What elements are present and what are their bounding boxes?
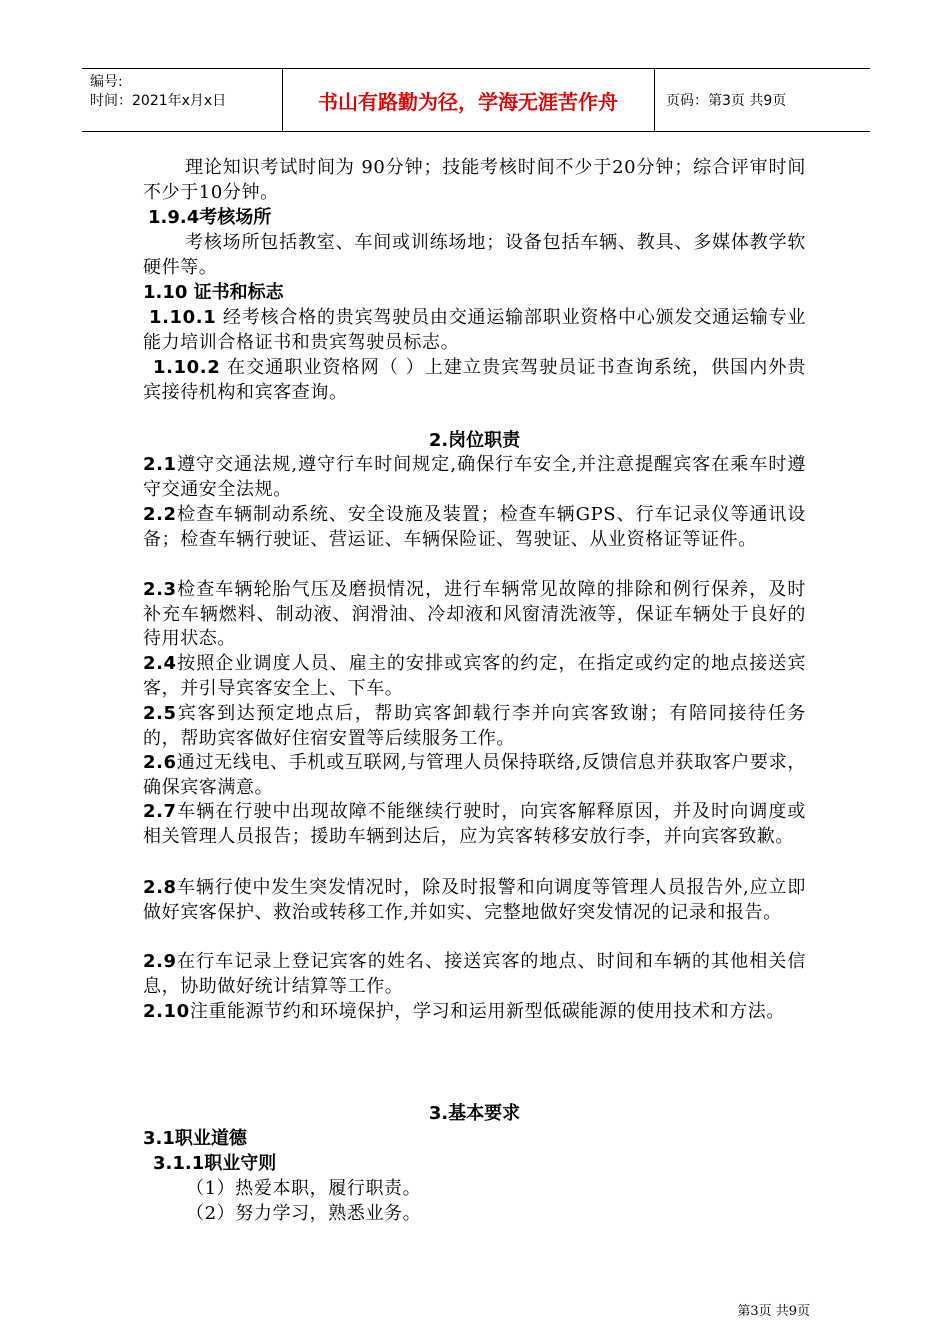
duty-text: 注重能源节约和环境保护，学习和运用新型低碳能源的使用技术和方法。 bbox=[189, 1001, 786, 1022]
duty-text: 检查车辆轮胎气压及磨损情况，进行车辆常见故障的排除和例行保养，及时补充车辆燃料、制动液、润滑油、冷却液和风窗清洗液等，保证车辆处于良好的待用状态。 bbox=[143, 579, 806, 649]
paragraph-1-10-1 bbox=[143, 306, 806, 355]
duty-number: 2.3 bbox=[143, 579, 177, 600]
duty-item bbox=[143, 876, 806, 925]
duty-item bbox=[143, 578, 806, 652]
duty-text: 遵守交通法规,遵守行车时间规定,确保行车安全,并注意提醒宾客在乘车时遵守交通安全法规。 bbox=[143, 454, 806, 500]
duty-item bbox=[143, 702, 806, 751]
header-divider bbox=[654, 69, 655, 131]
heading-3-1: 3.1职业道德 bbox=[143, 1128, 247, 1149]
page-header bbox=[82, 68, 870, 132]
duty-number: 2.5 bbox=[143, 703, 177, 724]
heading-1-9-4: 1.9.4考核场所 bbox=[148, 207, 272, 228]
paragraph-1-10-2 bbox=[143, 356, 806, 405]
duty-number: 2.1 bbox=[143, 454, 177, 475]
duty-number: 2.2 bbox=[143, 504, 177, 525]
duty-number: 2.9 bbox=[143, 951, 177, 972]
duty-text: 车辆行使中发生突发情况时，除及时报警和向调度等管理人员报告外,应立即做好宾客保护、救治或转移工作,并如实、完整地做好突发情况的记录和报告。 bbox=[143, 877, 806, 923]
duty-text: 宾客到达预定地点后，帮助宾客卸载行李并向宾客致谢；有陪同接待任务的，帮助宾客做好住宿安置等后续服务工作。 bbox=[143, 703, 806, 749]
duty-number: 2.8 bbox=[143, 877, 177, 898]
text-1-10-2: 在交通职业资格网（ ）上建立贵宾驾驶员证书查询系统，供国内外贵宾接待机构和宾客查询。 bbox=[143, 357, 806, 403]
duty-number: 2.4 bbox=[143, 653, 177, 674]
duty-text: 按照企业调度人员、雇主的安排或宾客的约定，在指定或约定的地点接送宾客，并引导宾客安全上、下车。 bbox=[143, 653, 806, 699]
number-1-10-1: 1.10.1 bbox=[149, 307, 217, 328]
text-1-10-1: 经考核合格的贵宾驾驶员由交通运输部职业资格中心颁发交通运输专业能力培训合格证书和贵宾驾驶员标志。 bbox=[143, 307, 806, 353]
time-label: 时间：2021年x月x日 bbox=[90, 93, 227, 109]
duty-item bbox=[143, 1000, 806, 1025]
duty-text: 通过无线电、手机或互联网,与管理人员保持联络,反馈信息并获取客户要求，确保宾客满意。 bbox=[143, 752, 806, 798]
header-motto: 书山有路勤为径，学海无涯苦作舟 bbox=[318, 89, 618, 114]
heading-1-10: 1.10 证书和标志 bbox=[143, 282, 284, 303]
duty-item bbox=[143, 800, 806, 849]
page-footer: 第3页 共9页 bbox=[737, 1304, 810, 1319]
duty-text: 在行车记录上登记宾客的姓名、接送宾客的地点、时间和车辆的其他相关信息，协助做好统计结算等工作。 bbox=[143, 951, 806, 997]
duty-text: 车辆在行驶中出现故障不能继续行驶时，向宾客解释原因，并及时向调度或相关管理人员报告；援助车辆到达后，应为宾客转移安放行李，并向宾客致歉。 bbox=[143, 801, 806, 847]
duty-number: 2.10 bbox=[143, 1001, 190, 1022]
paragraph-1-9-4: 考核场所包括教室、车间或训练场地；设备包括车辆、教具、多媒体教学软硬件等。 bbox=[143, 232, 806, 278]
rule-item: （1）热爱本职，履行职责。 bbox=[186, 1178, 422, 1199]
duty-item bbox=[143, 453, 806, 502]
paragraph-exam-time: 理论知识考试时间为 90分钟；技能考核时间不少于20分钟；综合评审时间不少于10分钟。 bbox=[143, 157, 806, 203]
number-1-10-2: 1.10.2 bbox=[153, 357, 221, 378]
duty-text: 检查车辆制动系统、安全设施及装置；检查车辆GPS、行车记录仪等通讯设备；检查车辆行驶证、营运证、车辆保险证、驾驶证、从业资格证等证件。 bbox=[143, 504, 806, 550]
duty-item bbox=[143, 751, 806, 800]
rule-item: （2）努力学习，熟悉业务。 bbox=[186, 1203, 422, 1224]
duty-number: 2.7 bbox=[143, 801, 177, 822]
heading-section-3: 3.基本要求 bbox=[428, 1103, 521, 1124]
header-meta bbox=[90, 73, 290, 111]
heading-3-1-1: 3.1.1职业守则 bbox=[153, 1153, 277, 1174]
duty-item bbox=[143, 503, 806, 552]
duty-number: 2.6 bbox=[143, 752, 177, 773]
duty-item bbox=[143, 950, 806, 999]
code-label: 编号: bbox=[90, 74, 123, 90]
duty-item bbox=[143, 652, 806, 701]
heading-section-2: 2.岗位职责 bbox=[428, 430, 521, 451]
header-page-label: 页码：第3页 共9页 bbox=[666, 93, 787, 109]
